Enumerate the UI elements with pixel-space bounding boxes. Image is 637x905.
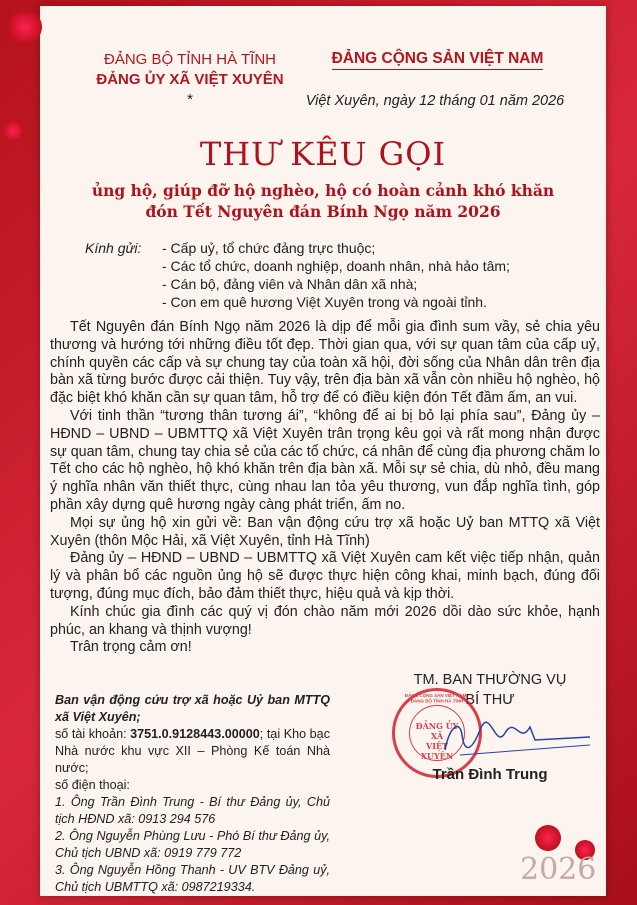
plum-blossom-decoration bbox=[2, 120, 24, 142]
header-star: * bbox=[187, 91, 193, 108]
contact-item: 2. Ông Nguyễn Phùng Lưu - Phó Bí thư Đảng ủy, Chủ tịch UBND xã: 0919 779 772 bbox=[55, 829, 330, 860]
account-label: số tài khoản: bbox=[55, 727, 131, 741]
recipient-item: - Cán bộ, đảng viên và Nhân dân xã nhà; bbox=[162, 276, 418, 292]
recipients bbox=[85, 239, 510, 311]
letter-title: THƯ KÊU GỌI bbox=[199, 135, 447, 173]
body-paragraph: Với tinh thần “tương thân tương ái”, “không để ai bị bỏ lại phía sau”, Đảng ủy – HĐND – UBND – UBMTTQ xã Việt Xuyên trân trọng kêu gọi và rất mong nhận được sự quan tâm, chung tay chia sẻ của các tổ chức, cá nhân để cùng địa phương chăm lo Tết cho các hộ nghèo, hộ khó khăn trên địa bàn xã. Mỗi sự sẻ chia, dù nhỏ, đều mang ý nghĩa nhân văn thiết thực, cùng nhau lan tỏa yêu thương, vun đắp nghĩa tình, góp phần xây dựng quê hương ngày càng phát triển, ấm no. bbox=[50, 407, 600, 513]
info-heading: Ban vận động cứu trợ xã hoặc Uỷ ban MTTQ xã Việt Xuyên; bbox=[55, 693, 330, 724]
account-bank: ; tại Kho bạc Nhà nước khu vực XII – Phòng Kế toán Nhà nước; bbox=[55, 727, 330, 775]
party-header bbox=[320, 50, 555, 68]
date-line: Việt Xuyên, ngày 12 tháng 01 năm 2026 bbox=[305, 93, 565, 109]
signer-position: BÍ THƯ bbox=[465, 692, 515, 708]
plum-blossom-decoration bbox=[535, 825, 561, 851]
body-paragraph: Kính chúc gia đình các quý vị đón chào năm mới 2026 dồi dào sức khỏe, hạnh phúc, an khang và thịnh vượng! bbox=[50, 603, 600, 638]
recipients-label: Kính gửi: bbox=[85, 240, 142, 256]
org-line-2: ĐẢNG ỦY XÃ VIỆT XUYÊN bbox=[96, 71, 284, 88]
letter-subtitle bbox=[40, 180, 606, 222]
signer-name: Trần Đình Trung bbox=[432, 766, 548, 783]
recipient-item: - Con em quê hương Việt Xuyên trong và ngoài tỉnh. bbox=[162, 294, 487, 310]
contact-item: 1. Ông Trần Đình Trung - Bí thư Đảng ủy, Chủ tịch HĐND xã: 0913 294 576 bbox=[55, 795, 330, 826]
org-line-1: ĐẢNG BỘ TỈNH HÀ TĨNH bbox=[104, 51, 276, 68]
body-paragraph: Trân trọng cảm ơn! bbox=[70, 639, 192, 656]
recipient-item: - Các tổ chức, doanh nghiệp, doanh nhân, nhà hảo tâm; bbox=[162, 258, 510, 274]
seal-ring-text: ĐẢNG CỘNG SẢN VIỆT NAM · ĐẢNG BỘ TỈNH HÀ TĨNH bbox=[404, 693, 470, 705]
donation-info bbox=[55, 692, 330, 896]
signer-title: TM. BAN THƯỜNG VỤ bbox=[413, 672, 567, 688]
handwritten-signature bbox=[440, 715, 590, 760]
issuer-header bbox=[70, 50, 310, 110]
party-name: ĐẢNG CỘNG SẢN VIỆT NAM bbox=[332, 50, 544, 70]
letter-body bbox=[50, 319, 600, 657]
account-info bbox=[55, 726, 330, 777]
account-number: 3751.0.9128443.00000 bbox=[130, 727, 260, 741]
contact-item: 3. Ông Nguyễn Hồng Thanh - UV BTV Đảng uỷ, Chủ tịch UBMTTQ xã: 0987219334. bbox=[55, 863, 330, 894]
body-paragraph: Đảng ủy – HĐND – UBND – UBMTTQ xã Việt Xuyên cam kết việc tiếp nhận, quản lý và phân bổ các nguồn ủng hộ sẽ được thực hiện công khai, minh bạch, đúng đối tượng, đúng mục đích, bảo đảm thiết thực, hiệu quả và kịp thời. bbox=[50, 550, 600, 602]
body-paragraph: Tết Nguyên đán Bính Ngọ năm 2026 là dịp để mỗi gia đình sum vầy, sẻ chia yêu thương và hướng tới những điều tốt đẹp. Thời gian qua, với sự quan tâm của cấp uỷ, chính quyền các cấp và sự chung tay của toàn xã hội, đời sống của Nhân dân trên địa bàn xã từng bước được cải thiện. Tuy vậy, trên địa bàn xã vẫn còn nhiều hộ nghèo, hộ đặc biệt khó khăn cần sự quan tâm, hỗ trợ để có điều kiện đón Tết đầm ấm, an vui. bbox=[50, 319, 600, 407]
recipient-item: - Cấp uỷ, tổ chức đảng trực thuộc; bbox=[162, 240, 376, 256]
plum-blossom-decoration bbox=[8, 10, 42, 44]
decor-year: 2026 bbox=[520, 852, 597, 887]
subtitle-line: đón Tết Nguyên đán Bính Ngọ năm 2026 bbox=[145, 202, 501, 221]
body-paragraph: Mọi sự ủng hộ xin gửi về: Ban vận động cứu trợ xã hoặc Uỷ ban MTTQ xã Việt Xuyên (thôn Mộc Hải, xã Việt Xuyên, tỉnh Hà Tĩnh) bbox=[50, 514, 600, 549]
phone-label: số điện thoại: bbox=[55, 778, 130, 792]
seal-text: VIỆT XUYÊN bbox=[420, 741, 454, 761]
seal-text: ĐẢNG ỦY bbox=[415, 721, 459, 731]
subtitle-line: ủng hộ, giúp đỡ hộ nghèo, hộ có hoàn cảnh khó khăn bbox=[91, 181, 555, 200]
seal-text: XÃ bbox=[430, 731, 444, 741]
